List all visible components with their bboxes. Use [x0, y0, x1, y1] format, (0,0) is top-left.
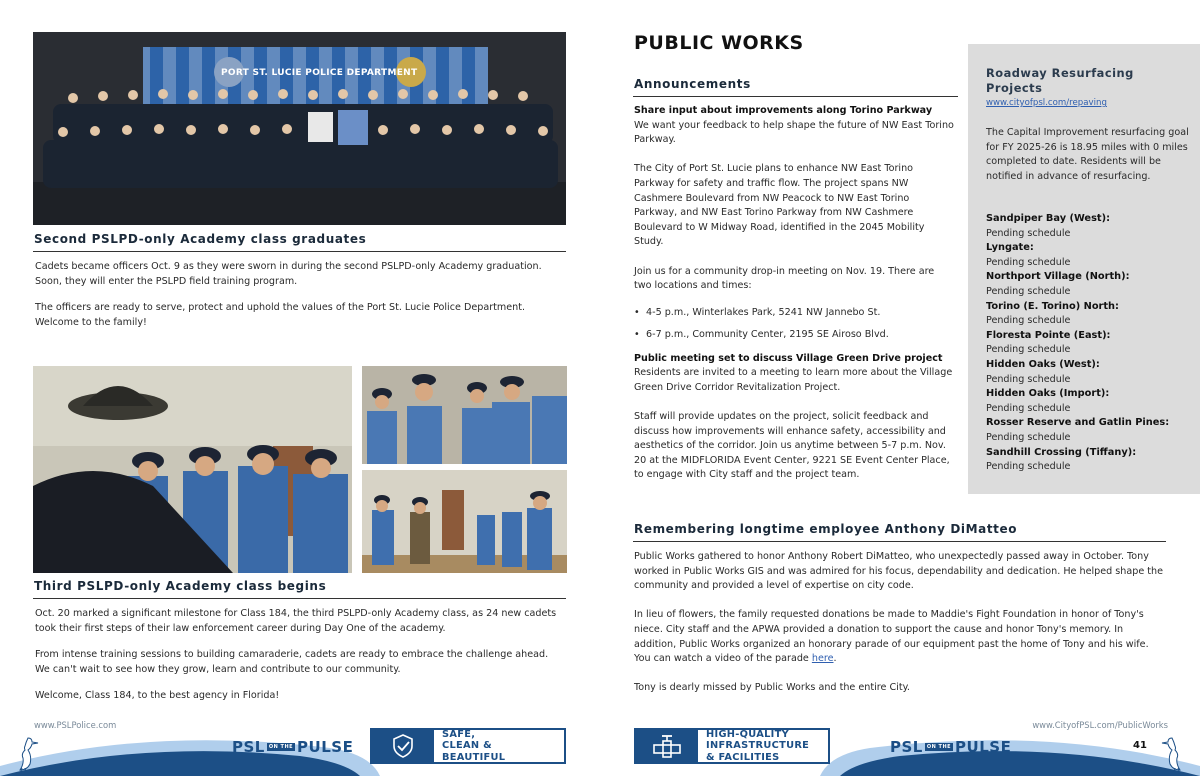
badge-infrastructure-facilities: HIGH-QUALITY INFRASTRUCTURE & FACILITIES	[634, 728, 830, 764]
graduation-group-photo	[33, 32, 566, 225]
repaving-link[interactable]: www.cityofpsl.com/repaving	[986, 98, 1107, 108]
class-begins-paragraph-3: Welcome, Class 184, to the best agency in Florida!	[35, 690, 280, 701]
footer-url-right[interactable]: www.CityofPSL.com/PublicWorks	[1032, 720, 1168, 730]
announcements-heading: Announcements	[634, 77, 751, 91]
memorial-column	[634, 550, 1164, 696]
memorial-heading: Remembering longtime employee Anthony DiMatteo	[634, 522, 1018, 536]
page-number-left: 40	[58, 740, 72, 751]
meeting-bullet: • 4-5 p.m., Winterlakes Park, 5241 NW Jannebo St.	[634, 306, 881, 318]
footer-url-left[interactable]: www.PSLPolice.com	[34, 720, 117, 730]
heading-rule	[633, 541, 1166, 542]
banner-text: PORT ST. LUCIE POLICE DEPARTMENT	[221, 68, 418, 78]
parade-video-link[interactable]: here	[811, 653, 834, 665]
village-green-paragraph-1: Residents are invited to a meeting to learn more about the Village Green Drive Corridor Revitalization Project.	[634, 367, 953, 393]
class-begins-paragraph-1: Oct. 20 marked a significant milestone for Class 184, the third PSLPD-only Academy class, as 24 new cadets took their first steps of their law enforcement career during Day One of the academy.	[35, 608, 557, 634]
village-green-title: Public meeting set to discuss Village Green Drive project	[634, 352, 943, 364]
list-item: Sandhill Crossing (Tiffany): Pending schedule	[986, 446, 1137, 473]
department-title: PUBLIC WORKS	[634, 32, 804, 54]
heron-icon	[10, 736, 40, 774]
sidebar-title: Roadway Resurfacing Projects	[986, 66, 1134, 95]
announcements-column	[634, 104, 954, 483]
footer-waves	[0, 726, 1200, 776]
heading-rule	[633, 96, 958, 97]
psl-on-the-pulse-logo: PSL ON THE PULSE	[232, 738, 354, 756]
class-begins-paragraph-2: From intense training sessions to building camaraderie, cadets are ready to embrace the challenge ahead. We can't wait to see how they grow, learn and contribute to our community.	[35, 649, 549, 675]
academy-photo-large	[33, 366, 352, 573]
torino-title: Share input about improvements along Torino Parkway	[634, 105, 933, 116]
list-item: Hidden Oaks (Import): Pending schedule	[986, 388, 1110, 414]
title-rule	[33, 251, 566, 252]
memorial-paragraph-1: Public Works gathered to honor Anthony Robert DiMatteo, who unexpectedly passed away in October. Tony worked in Public Works GIS and was admired for his focus, dependability and dedication. He helped shape the community and provided a level of expertise on city code.	[634, 551, 1164, 592]
list-item: Torino (E. Torino) North: Pending schedule	[986, 300, 1119, 327]
article-title-graduates: Second PSLPD-only Academy class graduates	[34, 232, 367, 246]
page-number-right: 41	[1133, 740, 1147, 751]
torino-paragraph-1: We want your feedback to help shape the future of NW East Torino Parkway.	[634, 119, 954, 146]
list-item: Northport Village (North): Pending schedule	[986, 271, 1130, 297]
list-item: Floresta Pointe (East): Pending schedule	[986, 329, 1111, 356]
list-item: Lyngate: Pending schedule	[986, 242, 1071, 268]
title-rule	[33, 598, 566, 599]
meeting-bullet: • 6-7 p.m., Community Center, 2195 SE Airoso Blvd.	[634, 328, 889, 340]
pipe-valve-icon	[636, 730, 698, 762]
list-item: Sandpiper Bay (West): Pending schedule	[986, 213, 1110, 239]
memorial-paragraph-2: In lieu of flowers, the family requested donations be made to Maddie's Fight Foundation in honor of Tony's niece. City staff and the APWA provided a donation to support the cause and honor Tony's memory. In addition, Public Works organized an honorary parade of our equipment past the home of Tony and his wife. You can watch a video of the parade here.	[634, 609, 1149, 665]
torino-paragraph-2: The City of Port St. Lucie plans to enhance NW East Torino Parkway for safety and traffic flow. The project spans NW Cashmere Boulevard from NW Peacock to NW East Torino Parkway, and NW East Torino Parkway from NW Cashmere Boulevard to W Midway Road, identified in the 2045 Mobility Study.	[634, 163, 925, 248]
sidebar-intro: The Capital Improvement resurfacing goal for FY 2025-26 is 18.95 miles with 0 miles completed to date. Residents will be notified in advance of resurfacing.	[986, 127, 1189, 182]
resurfacing-sidebar	[968, 44, 1200, 494]
academy-photo-bottom-right	[362, 470, 567, 573]
list-item: Hidden Oaks (West): Pending schedule	[986, 358, 1100, 385]
list-item: Rosser Reserve and Gatlin Pines: Pending schedule	[986, 417, 1170, 443]
heron-icon	[1160, 736, 1190, 774]
article-title-class-begins: Third PSLPD-only Academy class begins	[34, 579, 327, 593]
graduates-paragraph-2: The officers are ready to serve, protect and uphold the values of the Port St. Lucie Police Department. Welcome to the family!	[35, 302, 526, 328]
graduates-paragraph-1: Cadets became officers Oct. 9 as they were sworn in during the second PSLPD-only Academy graduation. Soon, they will enter the PSLPD field training program.	[35, 261, 542, 287]
memorial-paragraph-3: Tony is dearly missed by Public Works and the entire City.	[634, 682, 910, 694]
badge-safe-clean-beautiful: SAFE, CLEAN & BEAUTIFUL	[370, 728, 566, 764]
project-list	[986, 212, 1196, 475]
academy-photo-top-right	[362, 366, 567, 464]
shield-check-icon	[372, 730, 434, 762]
village-green-paragraph-2: Staff will provide updates on the project, solicit feedback and discuss how improvements will enhance safety, accessibility and aesthetics of the corridor. Join us anytime between 5-7 p.m. Nov. 20 at the MIDFLORIDA Event Center, 9221 SE Event Center Place, to engage with City staff and the project team.	[634, 411, 950, 481]
torino-paragraph-3: Join us for a community drop-in meeting on Nov. 19. There are two locations and times:	[634, 265, 935, 292]
psl-on-the-pulse-logo: PSL ON THE PULSE	[890, 738, 1012, 756]
